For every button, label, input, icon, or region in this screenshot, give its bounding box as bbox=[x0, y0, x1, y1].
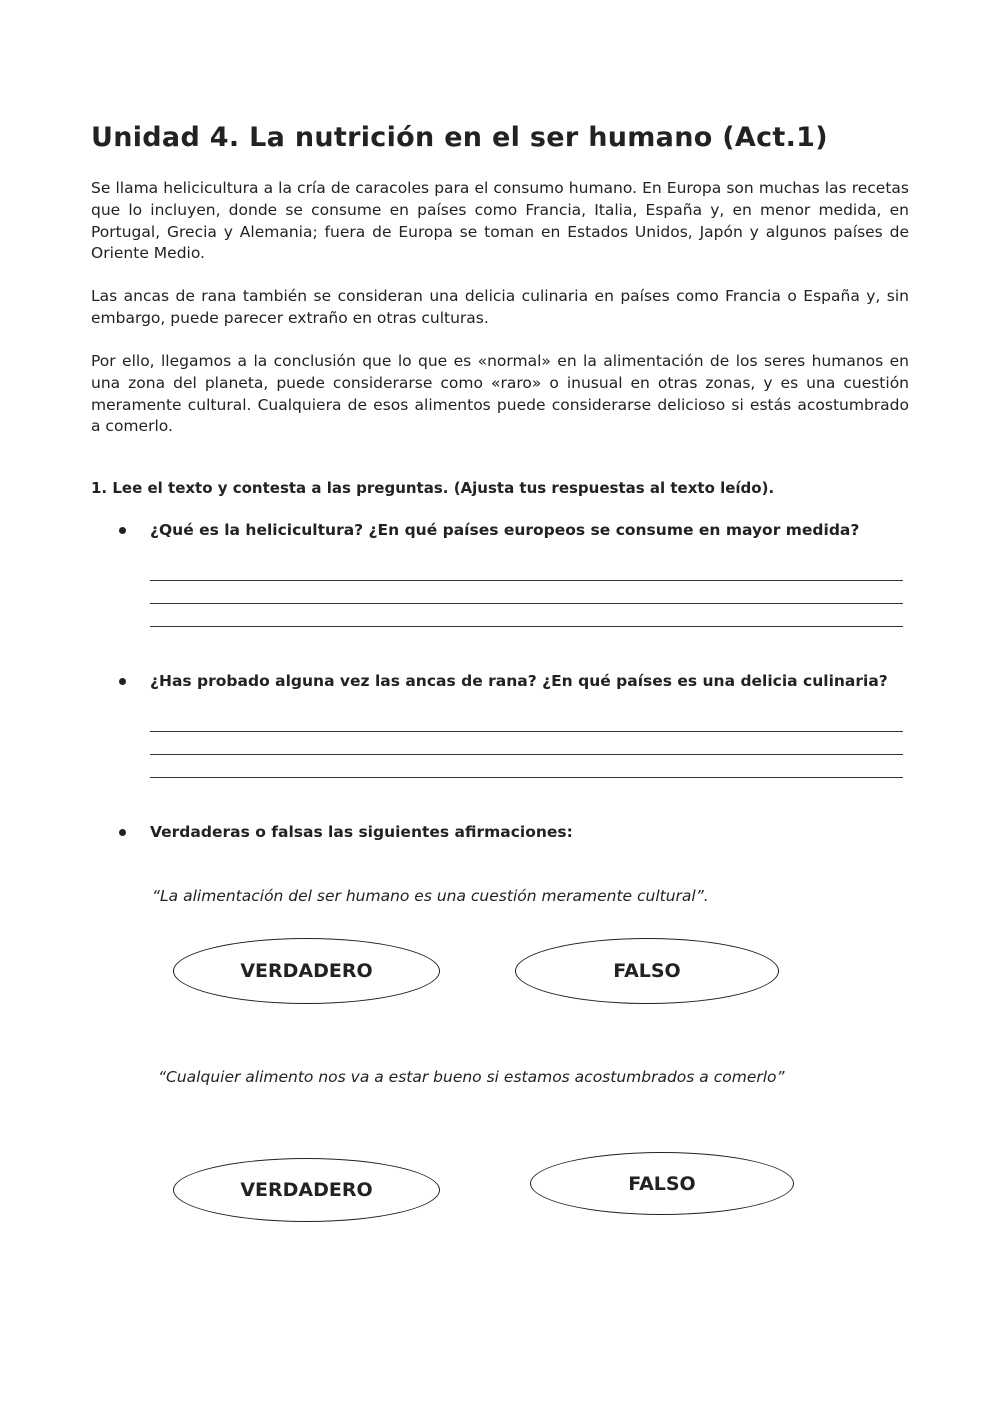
question-3: Verdaderas o falsas las siguientes afirmaciones: bbox=[150, 823, 573, 841]
paragraph-2: Las ancas de rana también se consideran una delicia culinaria en países como Francia o España y, sin embargo, puede parecer extraño en otras culturas. bbox=[91, 287, 909, 327]
false-option-1[interactable]: FALSO bbox=[515, 938, 779, 1004]
bullet-icon bbox=[119, 678, 126, 685]
true-option-2[interactable]: VERDADERO bbox=[173, 1158, 440, 1222]
answer-line[interactable] bbox=[150, 626, 903, 627]
question-2: ¿Has probado alguna vez las ancas de rana? ¿En qué países es una delicia culinaria? bbox=[150, 672, 888, 690]
statement-2: “Cualquier alimento nos va a estar bueno si estamos acostumbrados a comerlo” bbox=[158, 1068, 785, 1086]
statement-1: “La alimentación del ser humano es una cuestión meramente cultural”. bbox=[152, 887, 709, 905]
page-title: Unidad 4. La nutrición en el ser humano (Act.1) bbox=[91, 122, 828, 153]
paragraph-1: Se llama helicicultura a la cría de caracoles para el consumo humano. En Europa son muchas las recetas que lo incluyen, donde se consume en países como Francia, Italia, España y, en menor medida, en Portugal, Grecia y Alemania; fuera de Europa se toman en Estados Unidos, Japón y algunos países de Oriente Medio. bbox=[91, 179, 909, 263]
false-option-2[interactable]: FALSO bbox=[530, 1152, 794, 1215]
answer-line[interactable] bbox=[150, 731, 903, 732]
answer-line[interactable] bbox=[150, 754, 903, 755]
true-option-1[interactable]: VERDADERO bbox=[173, 938, 440, 1004]
bullet-icon bbox=[119, 527, 126, 534]
bullet-icon bbox=[119, 829, 126, 836]
answer-line[interactable] bbox=[150, 777, 903, 778]
question-1: ¿Qué es la helicicultura? ¿En qué países europeos se consume en mayor medida? bbox=[150, 521, 860, 539]
answer-line[interactable] bbox=[150, 603, 903, 604]
paragraph-3: Por ello, llegamos a la conclusión que lo que es «normal» en la alimentación de los seres humanos en una zona del planeta, puede considerarse como «raro» o inusual en otras zonas, y es una cuestión meramente cultural. Cualquiera de esos alimentos puede considerarse delicioso si estás acostumbrado a comerlo. bbox=[91, 352, 909, 436]
exercise-heading: 1. Lee el texto y contesta a las preguntas. (Ajusta tus respuestas al texto leído). bbox=[91, 479, 775, 497]
answer-line[interactable] bbox=[150, 580, 903, 581]
